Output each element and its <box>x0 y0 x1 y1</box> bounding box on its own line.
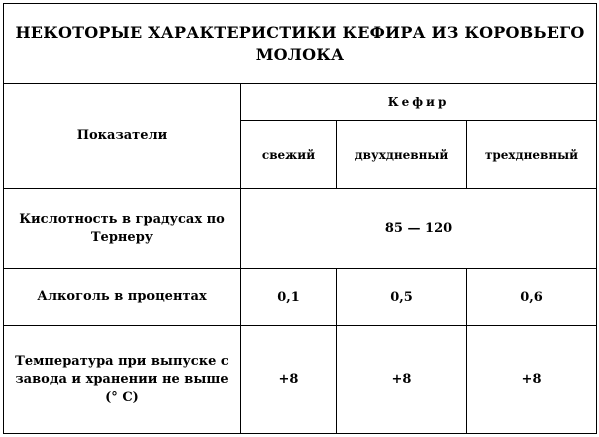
row-label-temperature: Температура при выпуске с завода и хранении не выше (° С) <box>4 326 241 434</box>
table-row-acidity <box>4 189 597 269</box>
column-header-two-day: двухдневный <box>337 121 467 189</box>
alcohol-value-fresh: 0,1 <box>241 269 337 326</box>
column-header-three-day: трехдневный <box>467 121 597 189</box>
title-row <box>4 4 597 84</box>
row-label-acidity: Кислотность в градусах по Тернеру <box>4 189 241 269</box>
table-title: НЕКОТОРЫЕ ХАРАКТЕРИСТИКИ КЕФИРА ИЗ КОРОВЬЕГО МОЛОКА <box>4 4 597 84</box>
row-label-alcohol: Алкоголь в процентах <box>4 269 241 326</box>
temperature-value-two-day: +8 <box>337 326 467 434</box>
kefir-characteristics-table <box>3 3 597 434</box>
temperature-value-three-day: +8 <box>467 326 597 434</box>
acidity-value: 85 — 120 <box>241 189 597 269</box>
alcohol-value-three-day: 0,6 <box>467 269 597 326</box>
kefir-group-header: Кефир <box>241 84 597 121</box>
table-row-temperature <box>4 326 597 434</box>
temperature-value-fresh: +8 <box>241 326 337 434</box>
alcohol-value-two-day: 0,5 <box>337 269 467 326</box>
header-row-group <box>4 84 597 121</box>
column-header-fresh: свежий <box>241 121 337 189</box>
indicators-header: Показатели <box>4 84 241 189</box>
table-row-alcohol <box>4 269 597 326</box>
